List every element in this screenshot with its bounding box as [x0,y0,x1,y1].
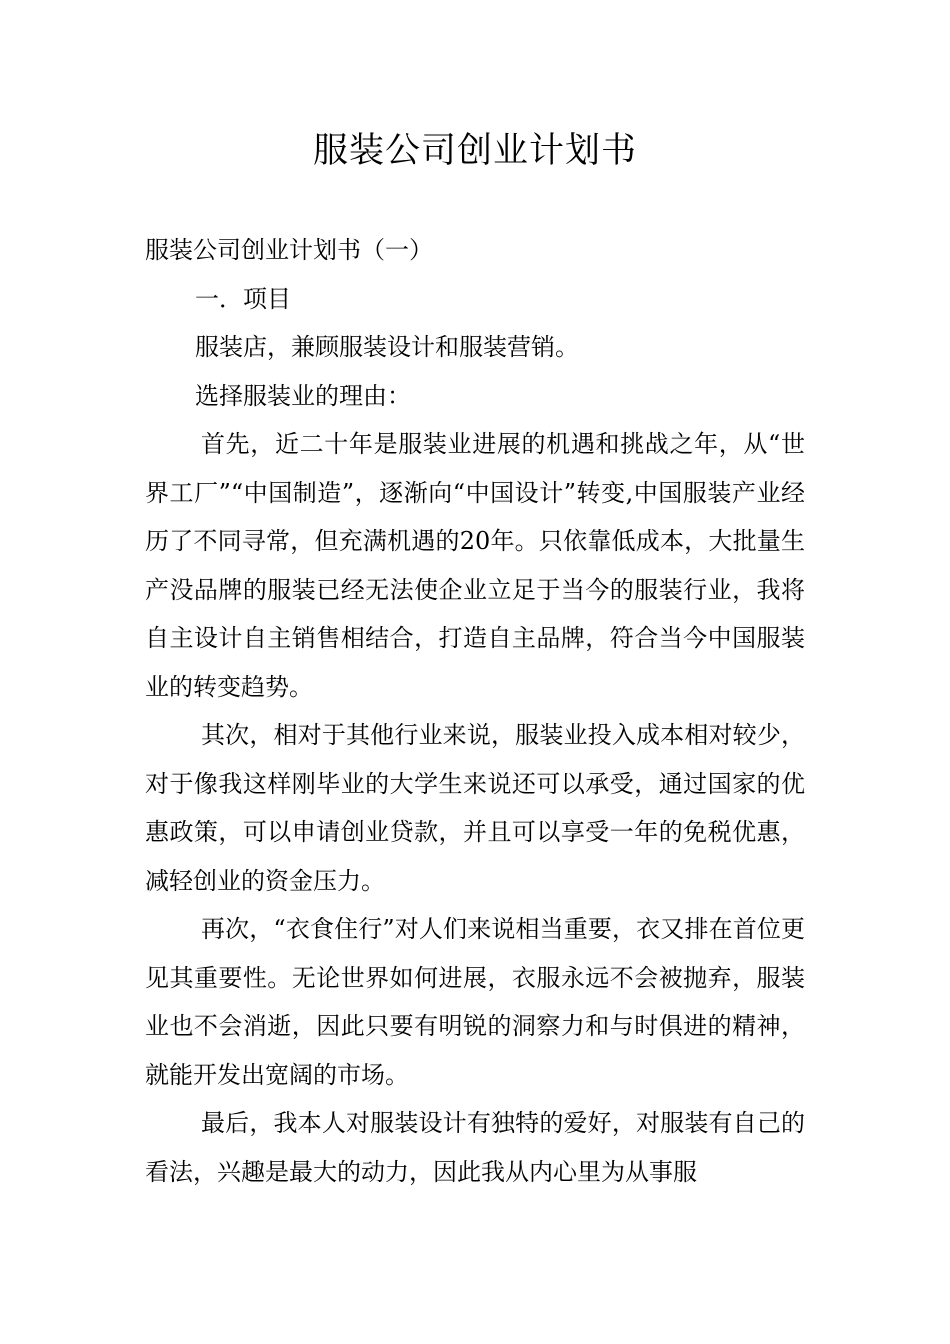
paragraph-second-reason: 其次，相对于其他行业来说，服装业投入成本相对较少，对于像我这样刚毕业的大学生来说还可以承受，通过国家的优惠政策，可以申请创业贷款，并且可以享受一年的免税优惠，减轻创业的资金压力。 [145,721,805,895]
document-subtitle: 服装公司创业计划书（一） [145,236,433,264]
paragraph-first-reason: 首先，近二十年是服装业进展的机遇和挑战之年，从“世界工厂”“中国制造”，逐渐向“中国设计”转变,中国服装产业经历了不同寻常，但充满机遇的20年。只依靠低成本，大批量生产没品牌的服装已经无法使企业立足于当今的服装行业，我将自主设计自主销售相结合，打造自主品牌，符合当今中国服装业的转变趋势。 [145,430,805,701]
document-title: 服装公司创业计划书 [312,131,637,171]
paragraph-last-reason: 最后，我本人对服装设计有独特的爱好，对服装有自己的看法，兴趣是最大的动力，因此我从内心里为从事服 [145,1109,805,1186]
paragraph-reasons-heading: 选择服装业的理由： [195,381,411,410]
paragraph-project-desc: 服装店，兼顾服装设计和服装营销。 [195,333,579,361]
paragraph-third-reason: 再次，“衣食住行”对人们来说相当重要，衣又排在首位更见其重要性。无论世界如何进展，衣服永远不会被抛弃，服装业也不会消逝，因此只要有明锐的洞察力和与时俱进的精神，就能开发出宽阔的市场。 [145,915,805,1089]
document-body [145,226,805,1196]
section-heading: 一．项目 [195,284,291,313]
